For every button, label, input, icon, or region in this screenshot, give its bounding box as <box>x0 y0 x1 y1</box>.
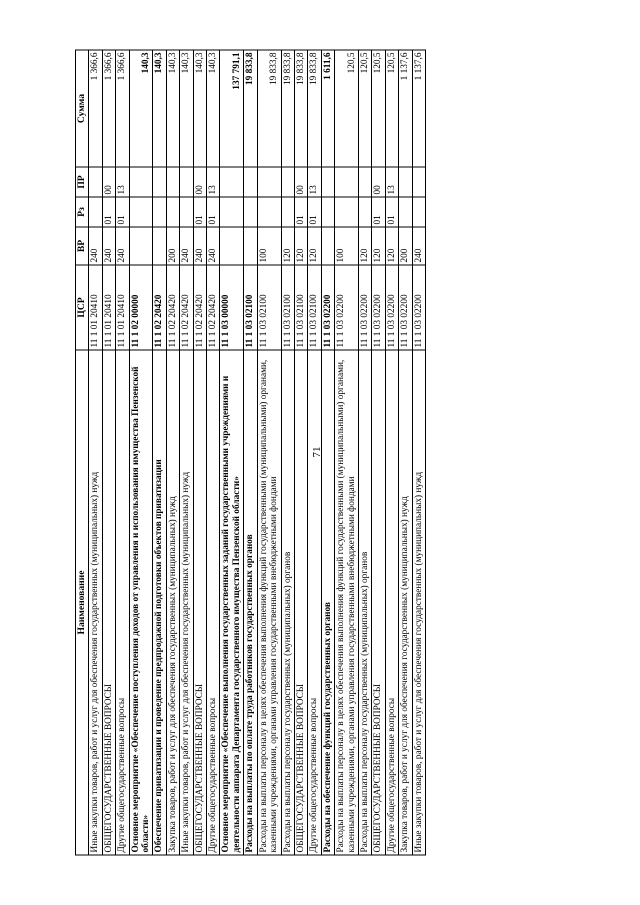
row-rz <box>257 197 281 227</box>
row-vr <box>129 227 153 265</box>
row-pr: 00 <box>372 167 385 197</box>
row-vr: 100 <box>257 227 281 265</box>
row-pr: 13 <box>116 167 129 197</box>
table-row <box>166 50 179 855</box>
row-rz <box>244 197 257 227</box>
row-name: Обеспечение приватизации и проведение предпродажной подготовки объектов приватизации <box>153 350 166 855</box>
table-row <box>153 50 166 855</box>
row-vr <box>153 227 166 265</box>
row-pr <box>89 167 102 197</box>
row-vr: 240 <box>193 227 206 265</box>
row-sum: 120,5 <box>358 50 371 167</box>
row-vr: 240 <box>180 227 193 265</box>
table-row <box>335 50 359 855</box>
row-vr: 120 <box>372 227 385 265</box>
table-row <box>385 50 398 855</box>
row-pr <box>412 167 425 197</box>
table-row <box>116 50 129 855</box>
row-pr: 00 <box>193 167 206 197</box>
row-vr: 100 <box>335 227 359 265</box>
row-vr: 240 <box>207 227 220 265</box>
table-row <box>372 50 385 855</box>
row-name: Расходы на выплаты персоналу государственных (муниципальных) органов <box>358 350 371 855</box>
row-sum: 19 833,8 <box>257 50 281 167</box>
row-name: Расходы на выплаты по оплате труда работников государственных органов <box>244 350 257 855</box>
row-name: Закупка товаров, работ и услуг для обеспечения государственных (муниципальных) нужд <box>166 350 179 855</box>
row-vr: 120 <box>308 227 321 265</box>
row-rz <box>399 197 412 227</box>
row-pr <box>166 167 179 197</box>
row-sum: 140,3 <box>193 50 206 167</box>
row-csr: 11 1 03 02200 <box>399 265 412 350</box>
row-rz: 01 <box>116 197 129 227</box>
row-name: Расходы на обеспечение функций государственных органов <box>321 350 334 855</box>
row-csr: 11 1 01 20410 <box>89 265 102 350</box>
row-rz: 01 <box>294 197 307 227</box>
row-vr: 120 <box>385 227 398 265</box>
row-sum: 1 137,6 <box>412 50 425 167</box>
row-rz <box>412 197 425 227</box>
row-sum: 19 833,8 <box>294 50 307 167</box>
row-rz <box>321 197 334 227</box>
table-row <box>220 50 244 855</box>
row-csr: 11 1 01 20410 <box>116 265 129 350</box>
row-pr <box>335 167 359 197</box>
row-name: ОБЩЕГОСУДАРСТВЕННЫЕ ВОПРОСЫ <box>372 350 385 855</box>
row-rz <box>129 197 153 227</box>
table-row <box>89 50 102 855</box>
row-csr: 11 1 03 02100 <box>244 265 257 350</box>
row-vr: 200 <box>166 227 179 265</box>
row-sum: 140,3 <box>207 50 220 167</box>
row-name: Расходы на выплаты персоналу государственных (муниципальных) органов <box>281 350 294 855</box>
row-csr: 11 1 03 02100 <box>308 265 321 350</box>
row-vr <box>220 227 244 265</box>
row-vr <box>244 227 257 265</box>
row-name: Закупка товаров, работ и услуг для обеспечения государственных (муниципальных) нужд <box>399 350 412 855</box>
row-rz <box>89 197 102 227</box>
row-name: ОБЩЕГОСУДАРСТВЕННЫЕ ВОПРОСЫ <box>294 350 307 855</box>
header-name: Наименование <box>76 350 89 855</box>
row-pr <box>153 167 166 197</box>
row-pr: 13 <box>385 167 398 197</box>
row-rz <box>335 197 359 227</box>
row-sum: 19 833,8 <box>308 50 321 167</box>
row-sum: 120,5 <box>372 50 385 167</box>
row-rz: 01 <box>193 197 206 227</box>
row-rz: 01 <box>385 197 398 227</box>
row-name: Другие общегосударственные вопросы <box>385 350 398 855</box>
row-rz: 01 <box>207 197 220 227</box>
row-name: ОБЩЕГОСУДАРСТВЕННЫЕ ВОПРОСЫ <box>102 350 115 855</box>
table-row <box>281 50 294 855</box>
row-pr <box>129 167 153 197</box>
header-pr: ПР <box>76 167 89 197</box>
row-sum: 120,5 <box>385 50 398 167</box>
row-pr <box>399 167 412 197</box>
row-pr <box>358 167 371 197</box>
table-row <box>193 50 206 855</box>
row-csr: 11 1 03 02100 <box>257 265 281 350</box>
row-name: Основное мероприятие «Обеспечение поступления доходов от управления и использования имущества Пензенской области» <box>129 350 153 855</box>
budget-table <box>75 49 426 855</box>
row-vr: 240 <box>116 227 129 265</box>
row-sum: 1 366,6 <box>89 50 102 167</box>
row-vr: 200 <box>399 227 412 265</box>
row-name: Другие общегосударственные вопросы <box>116 350 129 855</box>
row-csr: 11 1 03 02100 <box>281 265 294 350</box>
row-vr: 240 <box>102 227 115 265</box>
row-sum: 1 137,6 <box>399 50 412 167</box>
row-csr: 11 1 01 20410 <box>102 265 115 350</box>
row-csr: 11 1 03 02200 <box>372 265 385 350</box>
row-rz: 01 <box>102 197 115 227</box>
row-vr: 120 <box>294 227 307 265</box>
table-body <box>89 50 426 855</box>
header-sum: Сумма <box>76 50 89 167</box>
page-number: 71 <box>311 446 323 458</box>
table-row <box>294 50 307 855</box>
row-pr: 00 <box>102 167 115 197</box>
row-sum: 140,3 <box>129 50 153 167</box>
row-name: Иные закупки товаров, работ и услуг для обеспечения государственных (муниципальных) нужд <box>180 350 193 855</box>
row-rz: 01 <box>372 197 385 227</box>
row-vr: 240 <box>412 227 425 265</box>
table-row <box>102 50 115 855</box>
row-sum: 137 791,1 <box>220 50 244 167</box>
row-csr: 11 1 03 02200 <box>385 265 398 350</box>
row-pr: 13 <box>308 167 321 197</box>
row-csr: 11 1 02 20420 <box>153 265 166 350</box>
header-csr: ЦСР <box>76 265 89 350</box>
row-pr <box>257 167 281 197</box>
row-vr: 240 <box>89 227 102 265</box>
row-rz <box>281 197 294 227</box>
row-pr <box>220 167 244 197</box>
row-sum: 19 833,8 <box>281 50 294 167</box>
row-sum: 19 833,8 <box>244 50 257 167</box>
row-rz <box>358 197 371 227</box>
row-name: Другие общегосударственные вопросы <box>308 350 321 855</box>
table-row <box>244 50 257 855</box>
row-name: Другие общегосударственные вопросы <box>207 350 220 855</box>
row-name: ОБЩЕГОСУДАРСТВЕННЫЕ ВОПРОСЫ <box>193 350 206 855</box>
row-sum: 1 366,6 <box>116 50 129 167</box>
table-row <box>180 50 193 855</box>
row-csr: 11 1 02 20420 <box>180 265 193 350</box>
row-vr: 120 <box>281 227 294 265</box>
row-csr: 11 1 02 20420 <box>193 265 206 350</box>
rotated-page <box>75 50 565 855</box>
row-rz <box>166 197 179 227</box>
row-csr: 11 1 02 00000 <box>129 265 153 350</box>
row-name: Основное мероприятие «Обеспечение выполнения государственных заданий государственными учреждениями и деятельности аппарата Департамента государственного имущества Пензенской области» <box>220 350 244 855</box>
table-row <box>257 50 281 855</box>
row-rz <box>220 197 244 227</box>
row-sum: 1 366,6 <box>102 50 115 167</box>
row-rz <box>180 197 193 227</box>
row-pr <box>281 167 294 197</box>
row-pr <box>180 167 193 197</box>
row-sum: 120,5 <box>335 50 359 167</box>
table-row <box>207 50 220 855</box>
row-name: Расходы на выплаты персоналу в целях обеспечения выполнения функций государственными (муниципальными) органами, казенными учреждениями, органами управления государственными внебюджетными фондами <box>257 350 281 855</box>
table-row <box>308 50 321 855</box>
row-csr: 11 1 03 02200 <box>412 265 425 350</box>
row-pr <box>321 167 334 197</box>
row-csr: 11 1 03 02200 <box>335 265 359 350</box>
row-pr: 00 <box>294 167 307 197</box>
row-name: Расходы на выплаты персоналу в целях обеспечения выполнения функций государственными (муниципальными) органами, казенными учреждениями, органами управления государственными внебюджетными фондами <box>335 350 359 855</box>
row-csr: 11 1 03 02100 <box>294 265 307 350</box>
table-header-row <box>76 50 89 855</box>
row-sum: 140,3 <box>166 50 179 167</box>
row-sum: 140,3 <box>180 50 193 167</box>
row-sum: 140,3 <box>153 50 166 167</box>
row-vr: 120 <box>358 227 371 265</box>
row-csr: 11 1 03 00000 <box>220 265 244 350</box>
row-rz: 01 <box>308 197 321 227</box>
header-vr: ВР <box>76 227 89 265</box>
table-row <box>129 50 153 855</box>
table-row <box>321 50 334 855</box>
row-sum: 1 611,6 <box>321 50 334 167</box>
row-name: Иные закупки товаров, работ и услуг для обеспечения государственных (муниципальных) нужд <box>89 350 102 855</box>
row-pr: 13 <box>207 167 220 197</box>
header-rz: Рз <box>76 197 89 227</box>
row-csr: 11 1 03 02200 <box>321 265 334 350</box>
table-row <box>399 50 412 855</box>
row-pr <box>244 167 257 197</box>
row-rz <box>153 197 166 227</box>
row-csr: 11 1 02 20420 <box>166 265 179 350</box>
row-name: Иные закупки товаров, работ и услуг для обеспечения государственных (муниципальных) нужд <box>412 350 425 855</box>
row-vr <box>321 227 334 265</box>
table-row <box>412 50 425 855</box>
row-csr: 11 1 02 20420 <box>207 265 220 350</box>
table-row <box>358 50 371 855</box>
row-csr: 11 1 03 02200 <box>358 265 371 350</box>
